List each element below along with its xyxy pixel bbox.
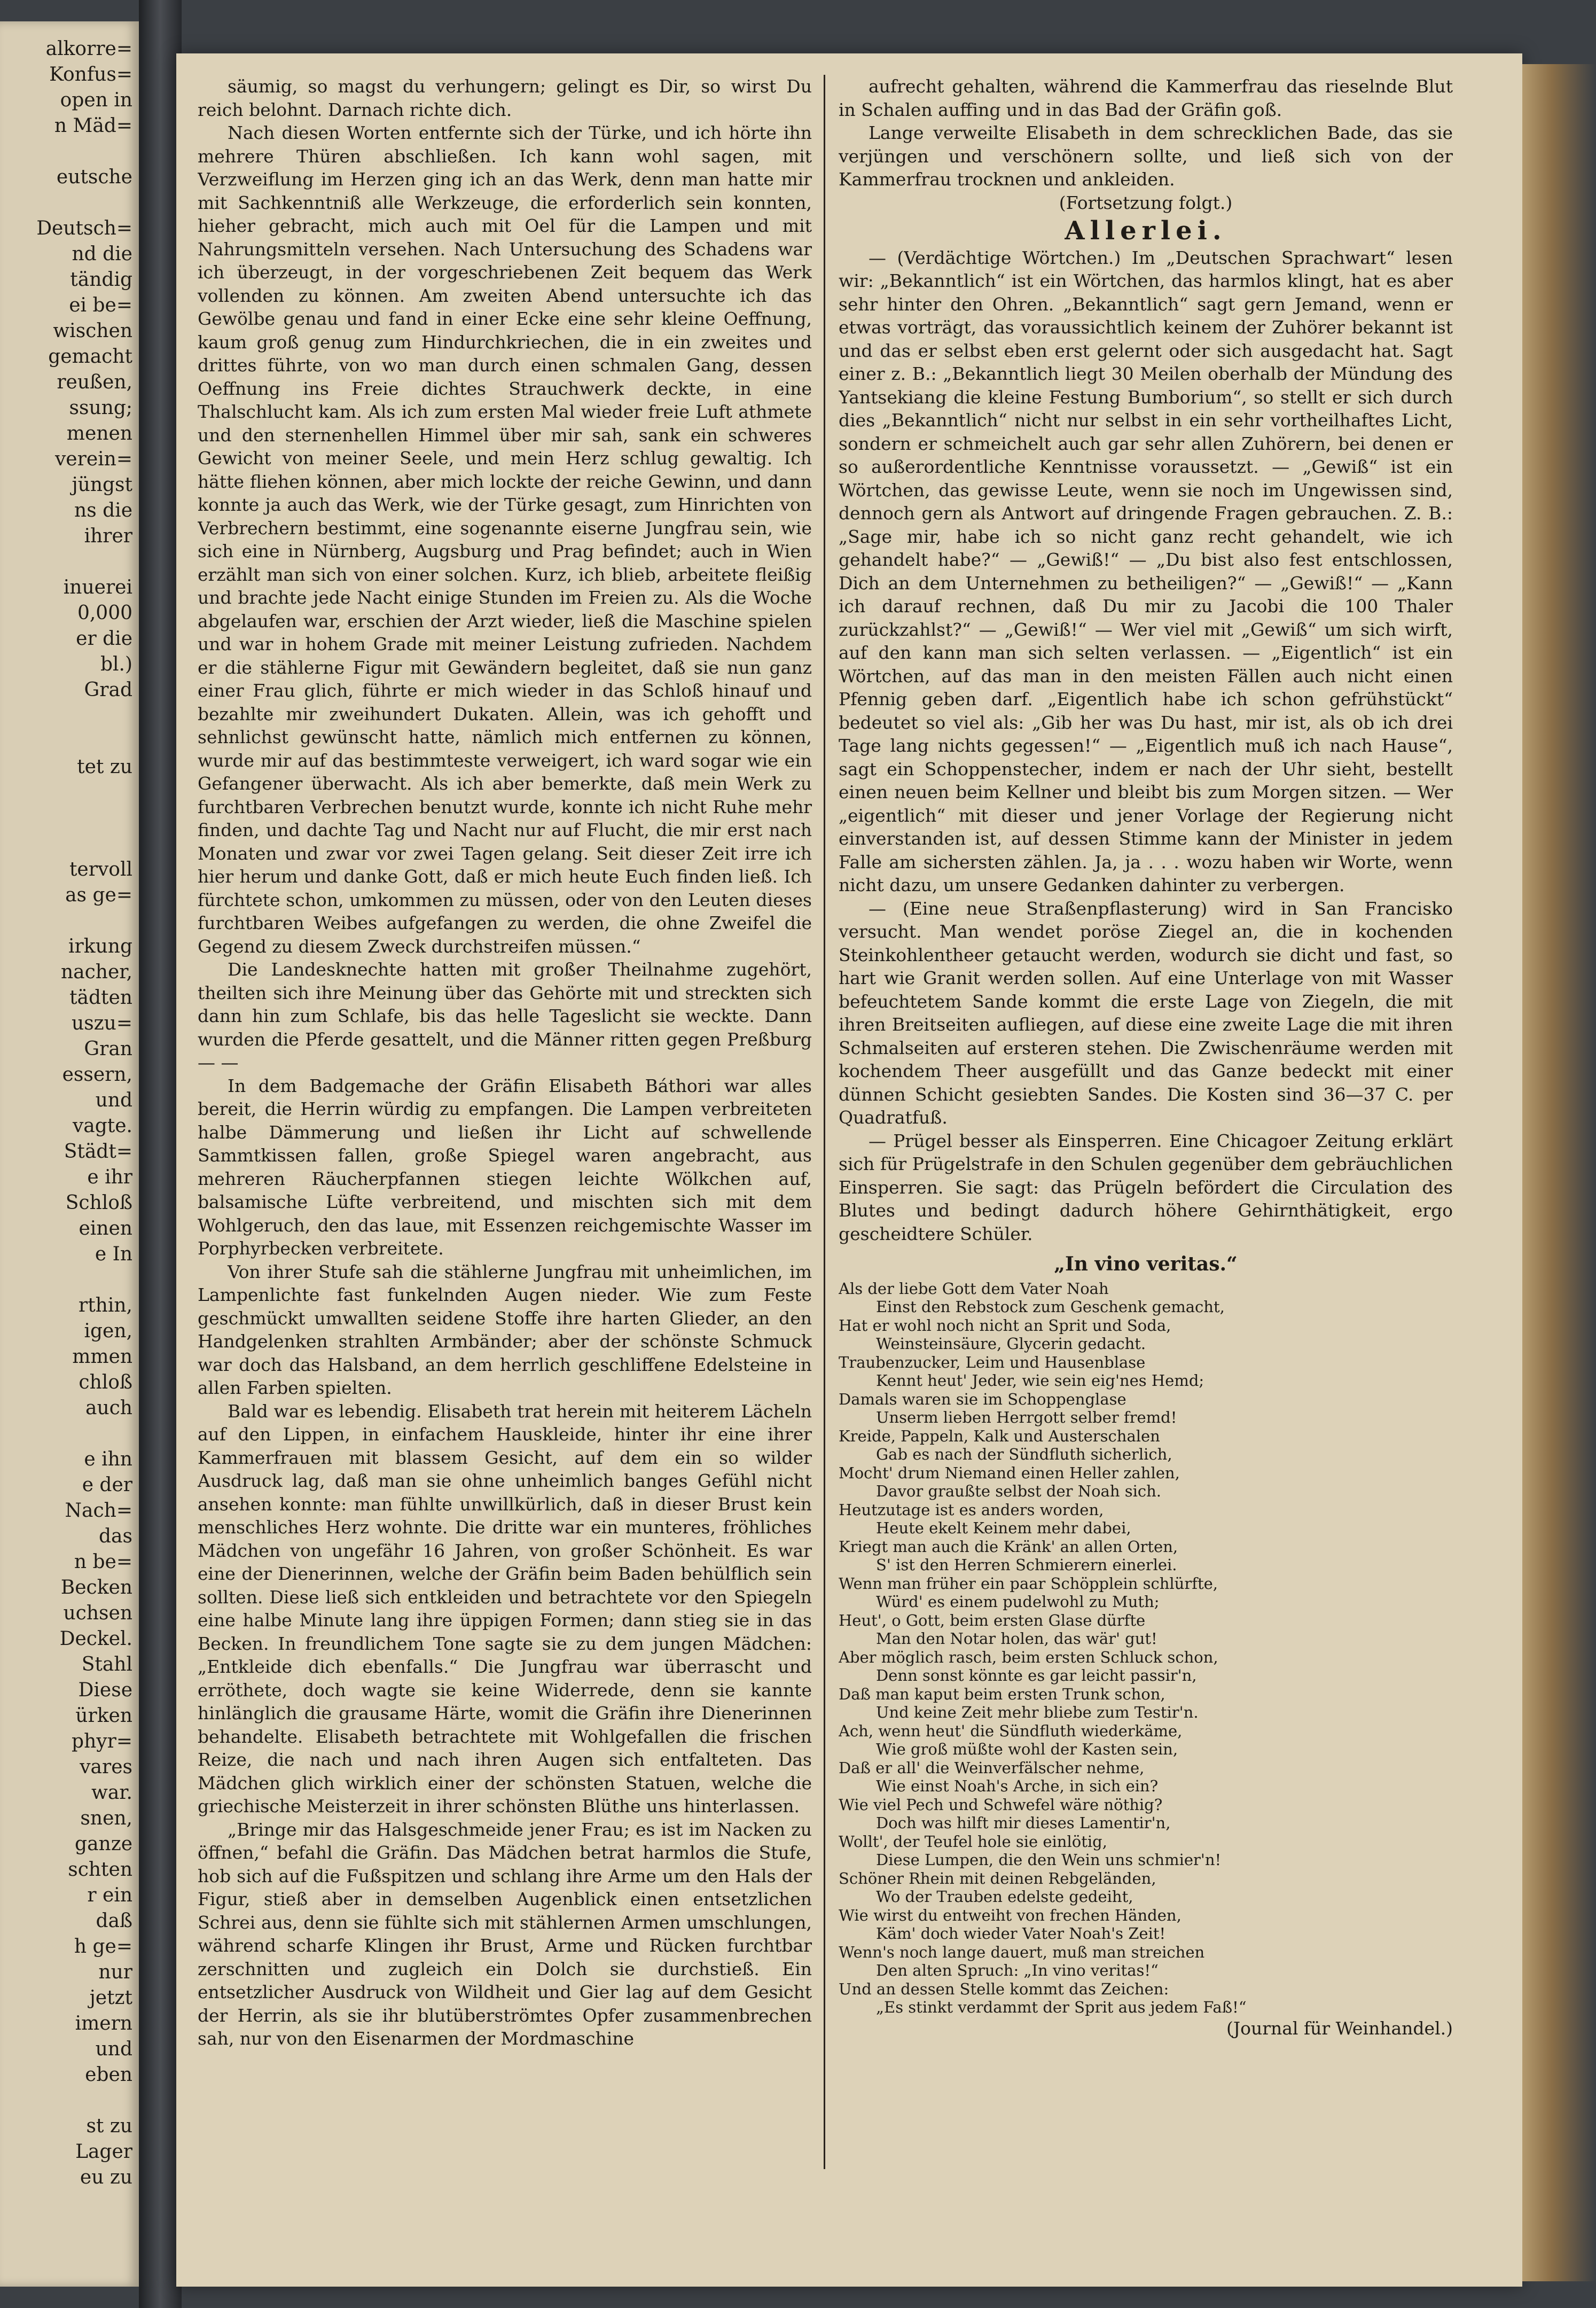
poem-line: Wenn's noch lange dauert, muß man streichen	[839, 1943, 1205, 1961]
paragraph: Lange verweilte Elisabeth in dem schrecklichen Bade, das sie verjüngen und verschönern sollte, und ließ sich von der Kammerfrau trocknen und ankleiden.	[839, 122, 1453, 190]
fragment-line: Becken	[60, 1577, 132, 1599]
poem	[839, 1280, 1453, 2017]
poem-line: Als der liebe Gott dem Vater Noah	[839, 1279, 1109, 1298]
fragment-line: tet zu	[77, 756, 132, 778]
poem-line: Aber möglich rasch, beim ersten Schluck schon,	[839, 1648, 1218, 1666]
fragment-line: ei be=	[69, 294, 132, 316]
poem-line: Wie viel Pech und Schwefel wäre nöthig?	[839, 1795, 1163, 1814]
fragment-line: e der	[82, 1474, 132, 1496]
poem-line: Heut', o Gott, beim ersten Glase dürfte	[839, 1611, 1146, 1629]
poem-line: Davor graußte selbst der Noah sich.	[876, 1482, 1162, 1500]
paragraph: Von ihrer Stufe sah die stählerne Jungfrau mit unheimlichen, im Lampenlichte fast funkelnden Augen nieder. Wie zum Feste geschmückt umwallten seidene Stoffe ihre harten Glieder, an den Handgelenken strahlten Armbänder; aber der schönste Schmuck war doch das Halsband, an dem herrlich geschliffene Edelsteine in allen Farben spielten.	[198, 1261, 812, 1398]
poem-line: Hat er wohl noch nicht an Sprit und Soda,	[839, 1316, 1171, 1335]
fragment-line: reußen,	[57, 371, 132, 393]
fragment-line: tervoll	[69, 859, 132, 880]
paragraph: aufrecht gehalten, während die Kammerfrau das rieselnde Blut in Schalen auffing und in das Bad der Gräfin goß.	[839, 76, 1453, 120]
news-item: — (Verdächtige Wörtchen.) Im „Deutschen Sprachwart“ lesen wir: „Bekanntlich“ ist ein Wörtchen, das harmlos klingt, hat es aber sehr hinter den Ohren. „Bekanntlich“ sagt gern Jemand, wenn er etwas vorträgt, das voraussichtlich keinem der Zuhörer bekannt ist und das er selbst eben erst gelernt oder sich ausgedacht hat. Sagt einer z. B.: „Bekanntlich liegt 30 Meilen oberhalb der Mündung des Yantsekiang die kleine Festung Bumborium“, so stellt er sich durch dies „Bekanntlich“ nicht nur selbst in ein sehr vortheilhaftes Licht, sondern er schmeichelt auch gar sehr allen Zuhörern, bei denen er so außerordentliche Kenntnisse voraussetzt. — „Gewiß“ ist ein Wörtchen, das gewisse Leute, wenn sie noch im Ungewissen sind, dennoch gern als Antwort auf dringende Fragen gebrauchen. Z. B.: „Sage mir, habe ich so nicht ganz recht gehandelt, wie ich gehandelt habe?“ — „Gewiß!“ — „Du bist also fest entschlossen, Dich an dem Unternehmen zu betheiligen?“ — „Gewiß!“ — „Kann ich darauf rechnen, daß Du mir zu Jacobi die 100 Thaler zurückzahlst?“ — „Gewiß!“ — Wer viel mit „Gewiß“ um sich wirft, auf den kann man sich selten verlassen. — „Eigentlich“ ist ein Wörtchen, auf das man in den meisten Fällen auch nicht einen Pfennig geben darf. „Eigentlich habe ich schon gefrühstückt“ bedeutet so viel als: „Gib her was Du hast, mir ist, als ob ich drei Tage lang nichts gegessen!“ — „Eigentlich muß ich nach Hause“, sagt ein Schoppenstecher, indem er nach der Uhr sieht, bestellt einen neuen beim Kellner und bleibt bis zum Morgen sitzen. — Wer „eigentlich“ mit dieser und jener Vorlage der Regierung nicht einverstanden ist, auf dessen Stimme kann der Minister in jedem Falle am sichersten zählen. Ja, ja . . . wozu haben wir Worte, wenn nicht dazu, um unsere Gedanken dahinter zu verbergen.	[839, 247, 1453, 895]
fragment-line: e ihr	[87, 1166, 132, 1188]
poem-line: Heutzutage ist es anders worden,	[839, 1500, 1104, 1519]
fragment-line: snen,	[80, 1807, 132, 1829]
fragment-line: n Mäd=	[54, 115, 132, 137]
poem-line: Daß er all' die Weinverfälscher nehme,	[839, 1758, 1145, 1777]
column-2	[839, 75, 1453, 2255]
fragment-line: st zu	[86, 2115, 132, 2137]
fragment-line: n be=	[74, 1551, 132, 1573]
fragment-line: 0,000	[77, 602, 132, 624]
poem-line: Käm' doch wieder Vater Noah's Zeit!	[876, 1924, 1166, 1943]
fragment-line: h ge=	[74, 1936, 132, 1958]
poem-line: Wie groß müßte wohl der Kasten sein,	[876, 1740, 1178, 1758]
poem-line: Ach, wenn heut' die Sündfluth wiederkäme,	[839, 1721, 1183, 1740]
poem-line: Den alten Spruch: „In vino veritas!“	[876, 1961, 1159, 1979]
page-edge	[1522, 64, 1596, 2281]
paragraph: In dem Badgemache der Gräfin Elisabeth Báthori war alles bereit, die Herrin würdig zu empfangen. Die Lampen verbreiteten halbe Dämmerung und ließen ihr Licht auf schwellende Sammtkissen fallen, große Spiegel waren angebracht, aus mehreren Räucherpfannen stiegen leichte Wölkchen auf, balsamische Lüfte verbreitend, und mischten sich mit dem Wohlgeruch, den das laue, mit Essenzen reichgemischte Wasser im Porphyrbecken verbreitete.	[198, 1075, 812, 1259]
poem-line: Doch was hilft mir dieses Lamentir'n,	[876, 1814, 1171, 1832]
book-gutter	[139, 0, 182, 2308]
fragment-line: ihrer	[84, 525, 132, 547]
poem-line: Gab es nach der Sündfluth sicherlich,	[876, 1445, 1172, 1463]
fragment-line: Stahl	[81, 1654, 132, 1675]
fragment-line: Gran	[84, 1038, 132, 1060]
fragment-line: open in	[60, 89, 132, 111]
poem-line: Wo der Trauben edelste gedeiht,	[876, 1888, 1133, 1906]
fragment-line: Nach=	[65, 1500, 132, 1522]
left-page-fragment	[0, 21, 139, 2287]
fragment-line: tändig	[70, 269, 132, 291]
fragment-line: ns die	[74, 500, 132, 521]
fragment-line: und	[95, 1089, 132, 1111]
fragment-line: verein=	[54, 448, 132, 470]
fragment-line: Diese	[78, 1679, 132, 1701]
fragment-line: as ge=	[65, 884, 132, 906]
fragment-line: phyr=	[72, 1730, 132, 1752]
fragment-line: Grad	[84, 679, 132, 701]
fragment-line: tädten	[69, 987, 132, 1009]
fragment-line: er die	[76, 628, 132, 650]
fragment-line: wischen	[53, 320, 132, 342]
fragment-line: und	[95, 2038, 132, 2060]
poem-line: Wie einst Noah's Arche, in sich ein?	[876, 1777, 1159, 1795]
fragment-line: alkorre=	[45, 38, 132, 60]
poem-line: Und keine Zeit mehr bliebe zum Testir'n.	[876, 1703, 1199, 1721]
poem-line: Diese Lumpen, die den Wein uns schmier'n!	[876, 1851, 1222, 1869]
fragment-line: imern	[75, 2013, 132, 2034]
fragment-line: jetzt	[89, 1987, 132, 2009]
fragment-line: einen	[79, 1218, 132, 1239]
column-divider	[824, 75, 825, 2169]
poem-line: Man den Notar holen, das wär' gut!	[876, 1629, 1157, 1648]
paragraph: Die Landesknechte hatten mit großer Theilnahme zugehört, theilten sich ihre Meinung über das Gehörte mit und streckten sich dann hin zum Schlafe, bis das helle Tageslicht sie weckte. Dann wurden die Pferde gesattelt, und die Männer ritten gegen Preßburg — —	[198, 959, 812, 1073]
fragment-line: Deutsch=	[36, 217, 132, 239]
fragment-line: eu zu	[80, 2166, 132, 2188]
fragment-line: schten	[68, 1859, 132, 1881]
fragment-line: Deckel.	[59, 1628, 132, 1650]
fragment-line: bl.)	[100, 653, 132, 675]
poem-source: (Journal für Weinhandel.)	[1226, 2017, 1453, 2039]
poem-line: Würd' es einem pudelwohl zu Muth;	[876, 1593, 1160, 1611]
fragment-line: igen,	[84, 1320, 132, 1342]
fragment-line: eutsche	[56, 166, 132, 188]
paragraph: säumig, so magst du verhungern; gelingt es Dir, so wirst Du reich belohnt. Darnach richte dich.	[198, 76, 812, 120]
miscellany-items	[839, 246, 1453, 1246]
story-continuation	[839, 75, 1453, 191]
poem-line: Heute ekelt Keinem mehr dabei,	[876, 1519, 1131, 1537]
fragment-line: r ein	[87, 1884, 132, 1906]
poem-line: Wenn man früher ein paar Schöpplein schlürfte,	[839, 1574, 1218, 1593]
fragment-line: menen	[66, 423, 132, 445]
fragment-line: ürken	[75, 1705, 132, 1727]
fragment-line: uszu=	[72, 1012, 132, 1034]
poem-line: Wollt', der Teufel hole sie einlötig,	[839, 1832, 1107, 1851]
poem-line: Traubenzucker, Leim und Hausenblase	[839, 1353, 1146, 1371]
poem-line: Wie wirst du entweiht von frechen Händen,	[839, 1906, 1182, 1924]
fragment-line: gemacht	[48, 346, 132, 368]
fragment-line: inuerei	[63, 576, 132, 598]
poem-line: „Es stinkt verdammt der Sprit aus jedem Faß!“	[876, 1998, 1247, 2016]
section-heading: Allerlei.	[1065, 216, 1227, 246]
fragment-line: Lager	[75, 2141, 132, 2163]
poem-line: Damals waren sie im Schoppenglase	[839, 1390, 1126, 1408]
fragment-line: e In	[95, 1243, 132, 1265]
poem-title: „In vino veritas.“	[1054, 1253, 1238, 1275]
fragment-line: chloß	[79, 1371, 132, 1393]
fragment-line: uchsen	[63, 1602, 132, 1624]
fragment-line: eben	[85, 2064, 132, 2086]
fragment-line: ganze	[75, 1833, 132, 1855]
continuation-note: (Fortsetzung folgt.)	[1059, 192, 1233, 213]
fragment-line: vares	[80, 1756, 132, 1778]
fragment-line: Schloß	[65, 1192, 132, 1214]
poem-line: Daß man kaput beim ersten Trunk schon,	[839, 1685, 1165, 1703]
fragment-line: mmen	[72, 1346, 132, 1368]
fragment-line: irkung	[68, 935, 132, 957]
fragment-line: nacher,	[61, 961, 132, 983]
poem-line: Kriegt man auch die Kränk' an allen Orten,	[839, 1537, 1178, 1556]
news-item: — Prügel besser als Einsperren. Eine Chicagoer Zeitung erklärt sich für Prügelstrafe in den Schulen gegenüber dem gebräuchlichen Einsperren. Sie sagt: das Prügeln befördert die Circulation des Blutes und bedingt dadurch höhere Gehirnthätigkeit, ergo gescheidtere Schüler.	[839, 1130, 1453, 1244]
column-1	[198, 75, 812, 2255]
fragment-line: daß	[96, 1910, 132, 1932]
poem-line: Mocht' drum Niemand einen Heller zahlen,	[839, 1463, 1180, 1482]
poem-line: Schöner Rhein mit deinen Rebgeländen,	[839, 1869, 1156, 1888]
fragment-line: ssung;	[69, 397, 132, 419]
newspaper-page	[176, 53, 1522, 2287]
fragment-line: nur	[98, 1961, 132, 1983]
poem-line: Einst den Rebstock zum Geschenk gemacht,	[876, 1298, 1225, 1316]
paragraph: Bald war es lebendig. Elisabeth trat herein mit heiterem Lächeln auf den Lippen, in einfachem Hauskleide, hinter ihr eine ihrer Kammerfrauen mit blassem Gesicht, auf dem ein so wilder Ausdruck lag, daß man sie ohne unheimlich banges Gefühl nicht ansehen konnte: man fühlte unwillkürlich, daß in dieser Brust kein menschliches Herz wohnte. Die dritte war ein munteres, fröhliches Mädchen von ungefähr 16 Jahren, von großer Schönheit. Es war eine der Dienerinnen, welche der Gräfin beim Baden behülflich sein sollten. Diese ließ sich entkleiden und betrachtete vor den Spiegeln eine halbe Minute lang ihre üppigen Formen; dann stieg sie in das Becken. In freundlichem Tone sagte sie zu dem jungen Mädchen: „Entkleide dich ebenfalls.“ Die Jungfrau war überrascht und erröthete, doch wagte sie keine Widerrede, denn sie kannte hinlänglich die grausame Härte, womit die Gräfin ihre Dienerinnen behandelte. Elisabeth betrachtete mit Wohlgefallen die frischen Reize, die nach und nach ihren Augen sich entfalteten. Das Mädchen glich wirklich einer der schönsten Statuen, welche die griechische Meisterzeit in ihrer schönsten Blüthe uns hinterlassen.	[198, 1400, 812, 1816]
news-item: — (Eine neue Straßenpflasterung) wird in San Francisko versucht. Man wendet poröse Ziegel an, die in kochenden Steinkohlentheer getaucht werden, wodurch sie dicht und fast, so hart wie Granit werden sollen. Auf eine Unterlage von mit Wasser befeuchtetem Sande kommt die erste Lage von Ziegeln, die mit ihren Breitseiten aufliegen, auf diese eine zweite Lage die mit ihren Schmalseiten auf ersteren stehen. Die Zwischenräume werden mit kochendem Theer ausgefüllt und das Ganze bedeckt mit einer dünnen Schicht gesiebten Sandes. Die Kosten sind 36—37 C. per Quadratfuß.	[839, 898, 1453, 1128]
fragment-line: jüngst	[72, 474, 132, 496]
poem-line: Kreide, Pappeln, Kalk und Austerschalen	[839, 1426, 1160, 1445]
poem-line: S' ist den Herren Schmierern einerlei.	[876, 1556, 1177, 1574]
poem-line: Denn sonst könnte es gar leicht passir'n,	[876, 1666, 1197, 1685]
poem-line: Und an dessen Stelle kommt das Zeichen:	[839, 1979, 1169, 1998]
poem-line: Weinsteinsäure, Glycerin gedacht.	[876, 1335, 1146, 1353]
fragment-line: das	[99, 1525, 132, 1547]
fragment-line: rthin,	[78, 1295, 132, 1316]
paragraph: „Bringe mir das Halsgeschmeide jener Frau; es ist im Nacken zu öffnen,“ befahl die Gräfin. Das Mädchen betrat harmlos die Stufe, hob sich auf die Fußspitzen und schlang ihre Arme um den Hals der Figur, stieß aber in demselben Augenblick einen entsetzlichen Schrei aus, denn sie fühlte sich mit stählernen Armen umschlungen, während scharfe Klingen ihr Brust, Arme und Rücken furchtbar zerschnitten und zugleich ein Dolch sie durchstieß. Ein entsetzlicher Ausdruck von Wildheit und Gier lag auf dem Gesicht der Herrin, als sie ihr blutüberströmtes Opfer zusammenbrechen sah, nur von den Eisenarmen der Mordmaschine	[198, 1819, 812, 2049]
fragment-line: e ihn	[84, 1448, 132, 1470]
fragment-line: war.	[91, 1782, 132, 1804]
fragment-line: Konfus=	[49, 64, 132, 85]
fragment-line: Städt=	[64, 1141, 132, 1163]
poem-line: Kennt heut' Jeder, wie sein eig'nes Hemd;	[876, 1371, 1204, 1390]
fragment-line: auch	[85, 1397, 132, 1419]
fragment-line: nd die	[72, 243, 132, 265]
paragraph: Nach diesen Worten entfernte sich der Türke, und ich hörte ihn mehrere Thüren abschließen. Ich kann wohl sagen, mit Verzweiflung im Herzen ging ich an das Werk, denn man hatte mir mit Sachkenntniß alle Werkzeuge, die erforderlich sein konnten, hieher gebracht, mich auch mit Oel für die Lampen und mit Nahrungsmitteln versehen. Nach Untersuchung des Schadens war ich überzeugt, in der vorgeschriebenen Zeit bequem das Werk vollenden zu können. Am zweiten Abend untersuchte ich das Gewölbe genau und fand in einer Ecke eine sehr kleine Oeffnung, kaum groß genug zum Hindurchkriechen, die in ein zweites und drittes führte, von wo man durch einen schmalen Gang, dessen Oeffnung ins Freie dichtes Strauchwerk deckte, in eine Thalschlucht kam. Als ich zum ersten Mal wieder freie Luft athmete und den sternenhellen Himmel über mir sah, sank ein schweres Gewicht von meiner Seele, und mein Herz schlug gewaltig. Ich hätte fliehen können, aber mich lockte der reiche Gewinn, und dann konnte ja auch das Werk, wie der Türke gesagt, zum Hinrichten von Verbrechern bestimmt, eine sogenannte eiserne Jungfrau sein, wie sich eine in Nürnberg, Augsburg und Prag befindet; auch in Wien erzählt man sich von einer solchen. Kurz, ich blieb, arbeitete fleißig und brachte jede Nacht einige Stunden im Freien zu. Als die Woche abgelaufen war, erschien der Arzt wieder, ließ die Maschine spielen und war in hohem Grade mit meiner Leistung zufrieden. Nachdem er die stählerne Figur mit Gewändern begleitet, daß sie nun ganz einer Frau glich, führte er mich wieder in das Schloß hinauf und bezahlte mir zweihundert Dukaten. Allein, was ich gehofft und sehnlichst gewünscht hatte, nämlich mich entfernen zu können, wurde mir auf das bestimmteste verweigert, ich ward sogar wie ein Gefangener überwacht. Als ich aber bemerkte, daß mein Werk zu furchtbaren Verbrechen benutzt wurde, konnte ich nicht Ruhe mehr finden, und dachte Tag und Nacht nur auf Flucht, die mir erst nach Monaten und zwar vor zwei Tagen gelang. Seit dieser Zeit irre ich hier herum und danke Gott, daß er mich heute Euch finden ließ. Ich fürchtete schon, umkommen zu müssen, oder von den Leuten dieses furchtbaren Weibes aufgefangen zu werden, die ohne Zweifel die Gegend zu diesem Zweck durchstreifen müssen.“	[198, 122, 812, 957]
fragment-line: vagte.	[72, 1115, 132, 1137]
poem-line: Unserm lieben Herrgott selber fremd!	[876, 1408, 1177, 1426]
fragment-line: essern,	[62, 1064, 132, 1086]
